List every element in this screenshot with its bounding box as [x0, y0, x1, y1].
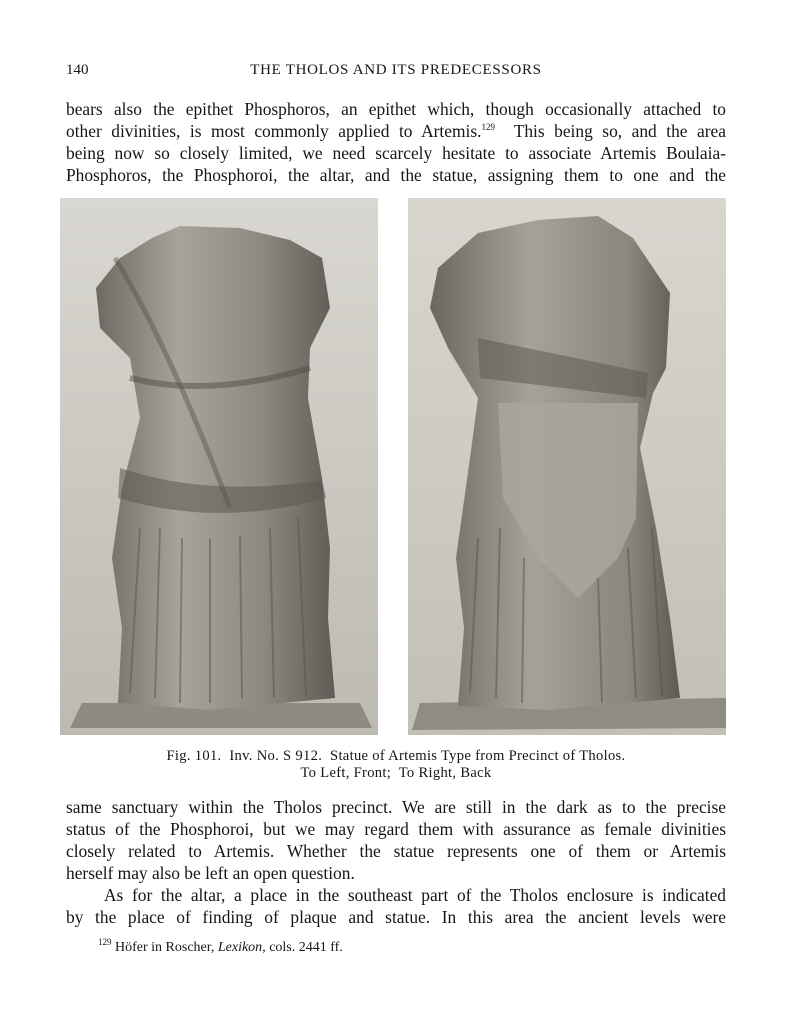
body-line: bears also the epithet Phosphoros, an epithet which, though occasionally attached to — [66, 99, 726, 119]
page-number: 140 — [66, 62, 89, 78]
running-title: THE THOLOS AND ITS PREDECESSORS — [250, 62, 542, 78]
body-line: herself may also be left an open question. — [66, 863, 355, 883]
body-line: same sanctuary within the Tholos precinct. We are still in the dark as to the precise — [66, 797, 726, 817]
figure-caption — [66, 748, 726, 782]
body-line: Phosphoros, the Phosphoroi, the altar, and the statue, assigning them to one and the — [66, 165, 726, 185]
body-line: closely related to Artemis. Whether the statue represents one of them or Artemis — [66, 841, 726, 861]
footnote-ref: 129 — [481, 122, 495, 132]
caption-line: Fig. 101. Inv. No. S 912. Statue of Artemis Type from Precinct of Tholos. — [166, 748, 626, 764]
footnote: $^{129}$ Höfer in Roscher, Lexikon, cols. 2441 ff. — [98, 937, 343, 955]
statue-front-photo — [60, 198, 378, 735]
footnote-mark: 129 — [98, 937, 112, 947]
statue-back-photo — [408, 198, 726, 735]
body-line: being now so closely limited, we need scarcely hesitate to associate Artemis Boulaia- — [66, 143, 726, 163]
body-line: status of the Phosphoroi, but we may regard them with assurance as female divinities — [66, 819, 726, 839]
running-head — [66, 62, 726, 84]
body-line: by the place of finding of plaque and statue. In this area the ancient levels were — [66, 907, 726, 927]
footnote-italic: Lexikon — [217, 940, 263, 955]
caption-line: To Left, Front; To Right, Back — [300, 765, 492, 781]
body-line: As for the altar, a place in the southeast part of the Tholos enclosure is indicated — [104, 885, 726, 905]
body-line: other divinities, is most commonly applied to Artemis.$^{129}$ This being so, and the area — [66, 121, 726, 141]
